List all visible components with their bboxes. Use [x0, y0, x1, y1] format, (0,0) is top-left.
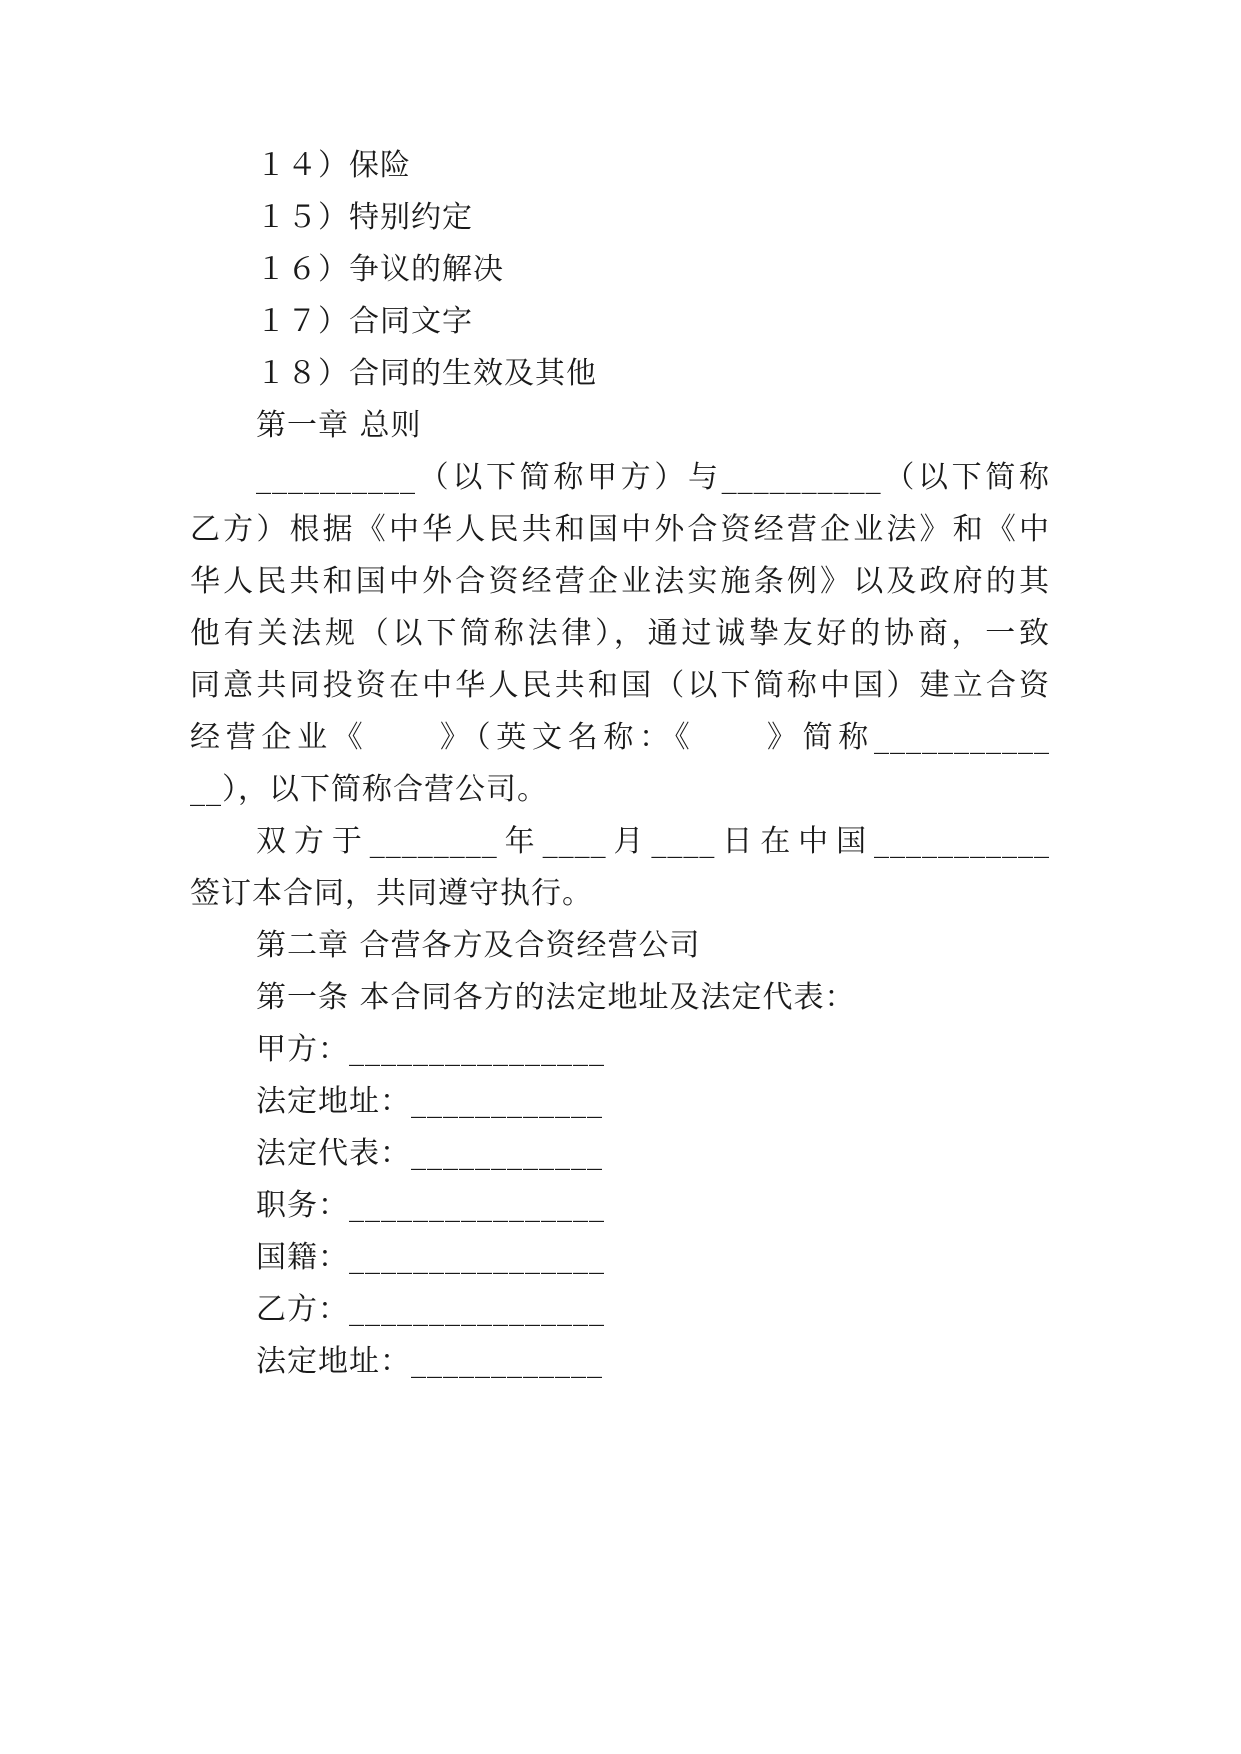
form-field-line: 甲方：________________ — [256, 1032, 605, 1067]
chapter-heading: 第二章 合营各方及合资经营公司 — [256, 928, 701, 963]
list-item: １８）合同的生效及其他 — [256, 356, 597, 391]
paragraph-line: 华人民共和国中外合资经营企业法实施条例》以及政府的其 — [190, 564, 1050, 599]
paragraph-line: 签订本合同，共同遵守执行。 — [190, 876, 593, 911]
paragraph-line: __），以下简称合营公司。 — [190, 772, 548, 807]
list-item: １６）争议的解决 — [256, 252, 504, 287]
form-field-line: 国籍：________________ — [256, 1240, 605, 1275]
paragraph-line: 乙方）根据《中华人民共和国中外合资经营企业法》和《中 — [190, 512, 1050, 547]
paragraph-line: 他有关法规（以下简称法律），通过诚挚友好的协商，一致 — [190, 616, 1050, 651]
form-field-line: 乙方：________________ — [256, 1292, 605, 1327]
form-field-line: 法定地址：____________ — [256, 1344, 603, 1379]
form-field-line: 法定代表：____________ — [256, 1136, 603, 1171]
paragraph-line: __________（以下简称甲方）与__________（以下简称 — [256, 460, 1050, 495]
paragraph-line: 双方于________年____月____日在中国___________ — [256, 824, 1050, 859]
chapter-heading: 第一章 总则 — [256, 408, 422, 443]
list-item: １４）保险 — [256, 148, 411, 183]
paragraph-line: 同意共同投资在中华人民共和国（以下简称中国）建立合资 — [190, 668, 1050, 703]
list-item: １５）特别约定 — [256, 200, 473, 235]
paragraph-line: 经营企业《 》（英文名称：《 》简称___________ — [190, 720, 1050, 755]
form-field-line: 职务：________________ — [256, 1188, 605, 1223]
form-field-line: 法定地址：____________ — [256, 1084, 603, 1119]
list-item: １７）合同文字 — [256, 304, 473, 339]
article-heading: 第一条 本合同各方的法定地址及法定代表： — [256, 980, 856, 1015]
